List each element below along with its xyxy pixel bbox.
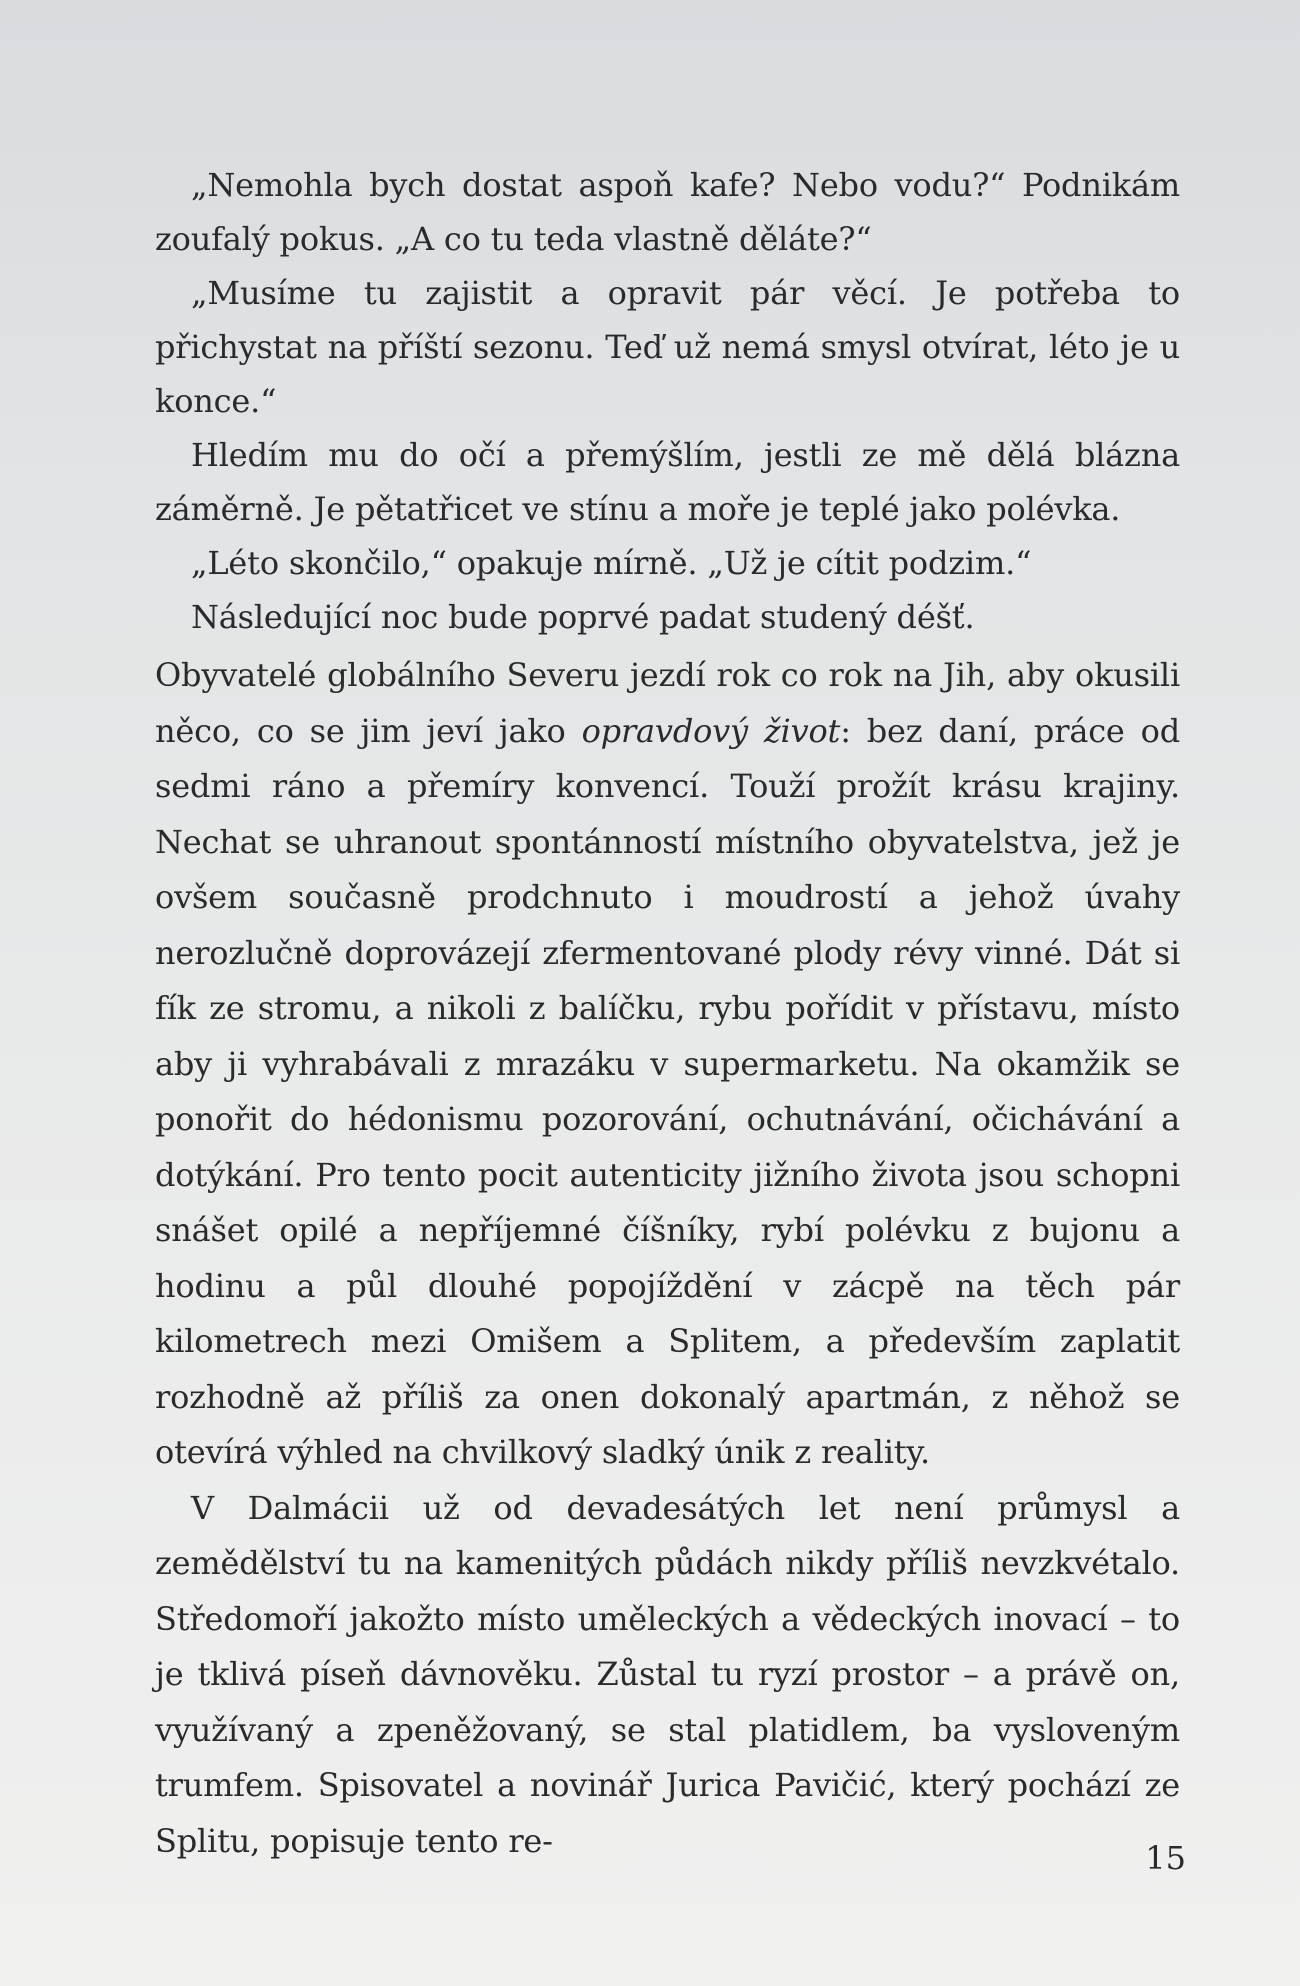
dialogue-line: „Nemohla bych dostat aspoň kafe? Nebo vodu?“ Podnikám zoufalý pokus. „A co tu teda vlastně děláte?“ — [155, 166, 1180, 258]
dialogue-section — [155, 158, 1180, 644]
paragraph-text: : bez daní, práce od sedmi ráno a přemíry konvencí. Touží prožít krásu krajiny. Nechat se uhranout spontánností místního obyvatelstva, jež je ovšem současně prodchnuto i moudrostí a jehož úvahy nerozlučně doprovázejí zfermentované plody révy vinné. Dát si fík ze stromu, a nikoli z balíčku, rybu pořídit v přístavu, místo aby ji vyhrabávali z mrazáku v supermarketu. Na okamžik se ponořit do hédonismu pozorování, ochutnávání, očichávání a dotýkání. Pro tento pocit autenticity jižního života jsou schopni snášet opilé a nepříjemné číšníky, rybí polévku z bujonu a hodinu a půl dlouhé popojíždění v zácpě na těch pár kilometrech mezi Omišem a Splitem, a především zaplatit rozhodně až příliš za onen dokonalý apartmán, z něhož se otevírá výhled na chvilkový sladký únik z reality. — [155, 711, 1180, 1471]
dialogue-line: „Léto skončilo,“ opakuje mírně. „Už je cítit podzim.“ — [191, 544, 1032, 582]
italic-phrase: opravdový život — [581, 711, 841, 750]
paragraph-first — [155, 648, 1180, 1481]
dialogue-line: „Musíme tu zajistit a opravit pár věcí. Je potřeba to přichystat na příští sezonu. Teď už nemá smysl otvírat, léto je u konce.“ — [155, 274, 1180, 420]
page-number: 15 — [1145, 1839, 1186, 1877]
dialogue-line: Hledím mu do očí a přemýšlím, jestli ze mě dělá blázna záměrně. Je pětatřicet ve stínu a moře je teplé jako polévka. — [155, 436, 1180, 528]
body-text — [155, 648, 1180, 1869]
paragraph-second: V Dalmácii už od devadesátých let není průmysl a zemědělství tu na kamenitých půdách nikdy příliš nevzkvétalo. Středomoří jakožto místo uměleckých a vědeckých inovací – to je tklivá píseň dávnověku. Zůstal tu ryzí prostor – a právě on, využívaný a zpeněžovaný, se stal platidlem, ba vysloveným trumfem. Spisovatel a novinář Jurica Pavičić, který pochází ze Splitu, popisuje tento re- — [155, 1488, 1180, 1860]
dialogue-line: Následující noc bude poprvé padat studený déšť. — [191, 598, 975, 636]
paragraph-text: Obyvatelé globálního Severu jezdí rok co rok na Jih, aby okusili něco, co se jim jeví jako — [155, 656, 1180, 750]
